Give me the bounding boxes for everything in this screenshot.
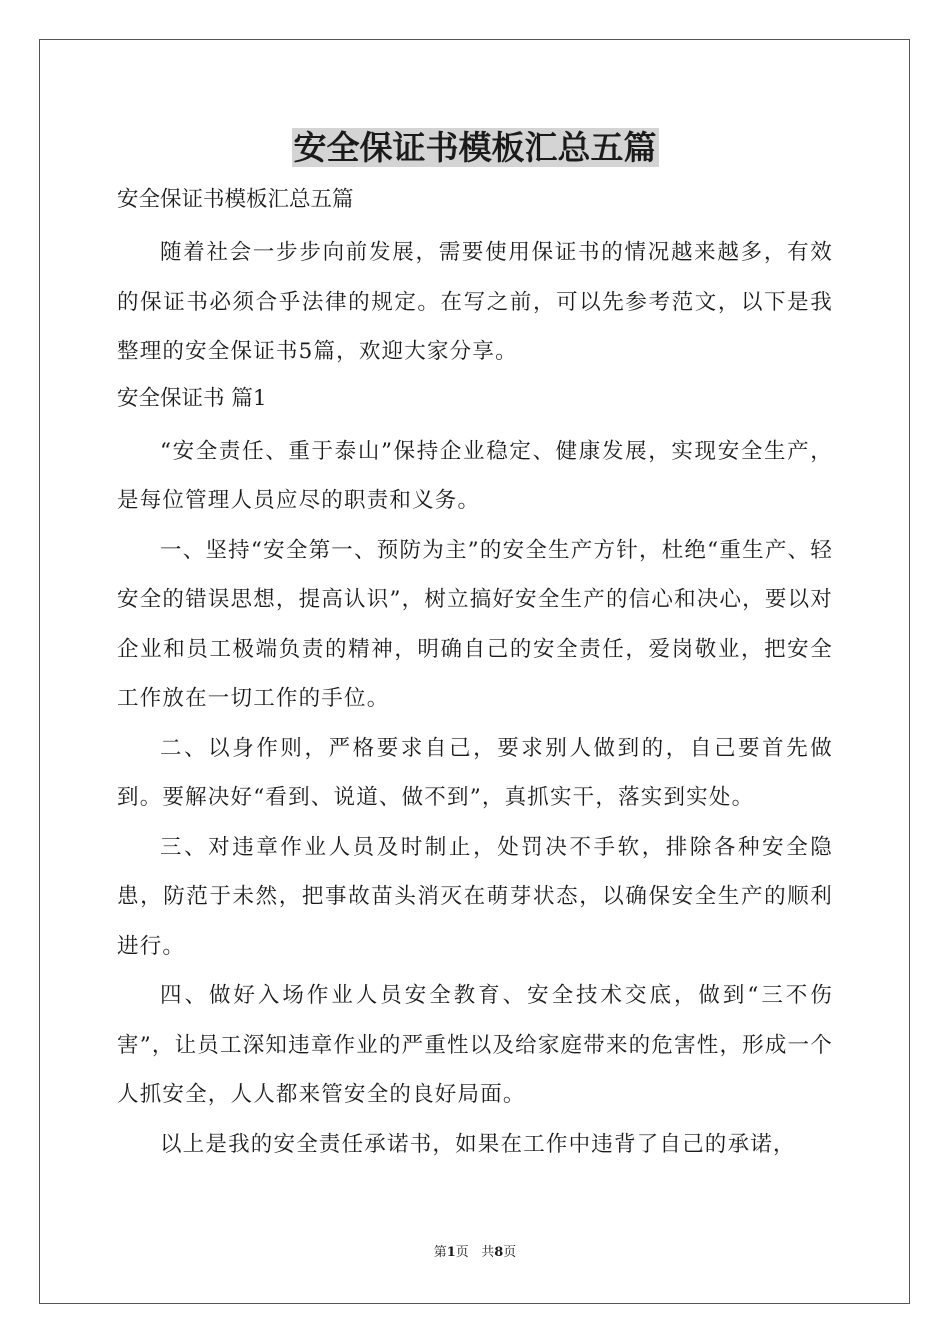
body-paragraph-2: 一、坚持“安全第一、预防为主”的安全生产方针，杜绝“重生产、轻安全的错误思想，提高认识”，树立搞好安全生产的信心和决心，要以对企业和员工极端负责的精神，明确自己的安全责任，爱岗敬业，把安全工作放在一切工作的手位。 xyxy=(117,537,833,711)
body-paragraph-6: 以上是我的安全责任承诺书，如果在工作中违背了自己的承诺， xyxy=(160,1131,796,1157)
document-subtitle: 安全保证书模板汇总五篇 xyxy=(117,187,354,212)
total-pages: 8 xyxy=(494,1245,504,1260)
page-number: 1 xyxy=(446,1245,456,1260)
total-prefix: 共 xyxy=(481,1245,495,1260)
page-suffix: 页 xyxy=(455,1245,469,1260)
document-title xyxy=(0,124,950,172)
page-prefix: 第 xyxy=(433,1245,447,1260)
body-paragraph-1: “安全责任、重于泰山”保持企业稳定、健康发展，实现安全生产，是每位管理人员应尽的职责和义务。 xyxy=(117,438,833,513)
document-body xyxy=(117,178,833,1169)
body-paragraph-4: 三、对违章作业人员及时制止，处罚决不手软，排除各种安全隐患，防范于未然，把事故苗头消灭在萌芽状态，以确保安全生产的顺利进行。 xyxy=(117,834,833,959)
page-footer xyxy=(0,1244,950,1262)
total-suffix: 页 xyxy=(503,1245,517,1260)
intro-paragraph: 随着社会一步步向前发展，需要使用保证书的情况越来越多，有效的保证书必须合乎法律的规定。在写之前，可以先参考范文，以下是我整理的安全保证书5篇，欢迎大家分享。 xyxy=(117,240,833,364)
document-title-text: 安全保证书模板汇总五篇 xyxy=(293,128,657,167)
section-heading: 安全保证书 篇1 xyxy=(117,385,267,411)
body-paragraph-3: 二、以身作则，严格要求自己，要求别人做到的，自己要首先做到。要解决好“看到、说道、做不到”，真抓实干，落实到实处。 xyxy=(117,735,833,810)
body-paragraph-5: 四、做好入场作业人员安全教育、安全技术交底，做到“三不伤害”，让员工深知违章作业的严重性以及给家庭带来的危害性，形成一个人抓安全，人人都来管安全的良好局面。 xyxy=(117,983,833,1107)
